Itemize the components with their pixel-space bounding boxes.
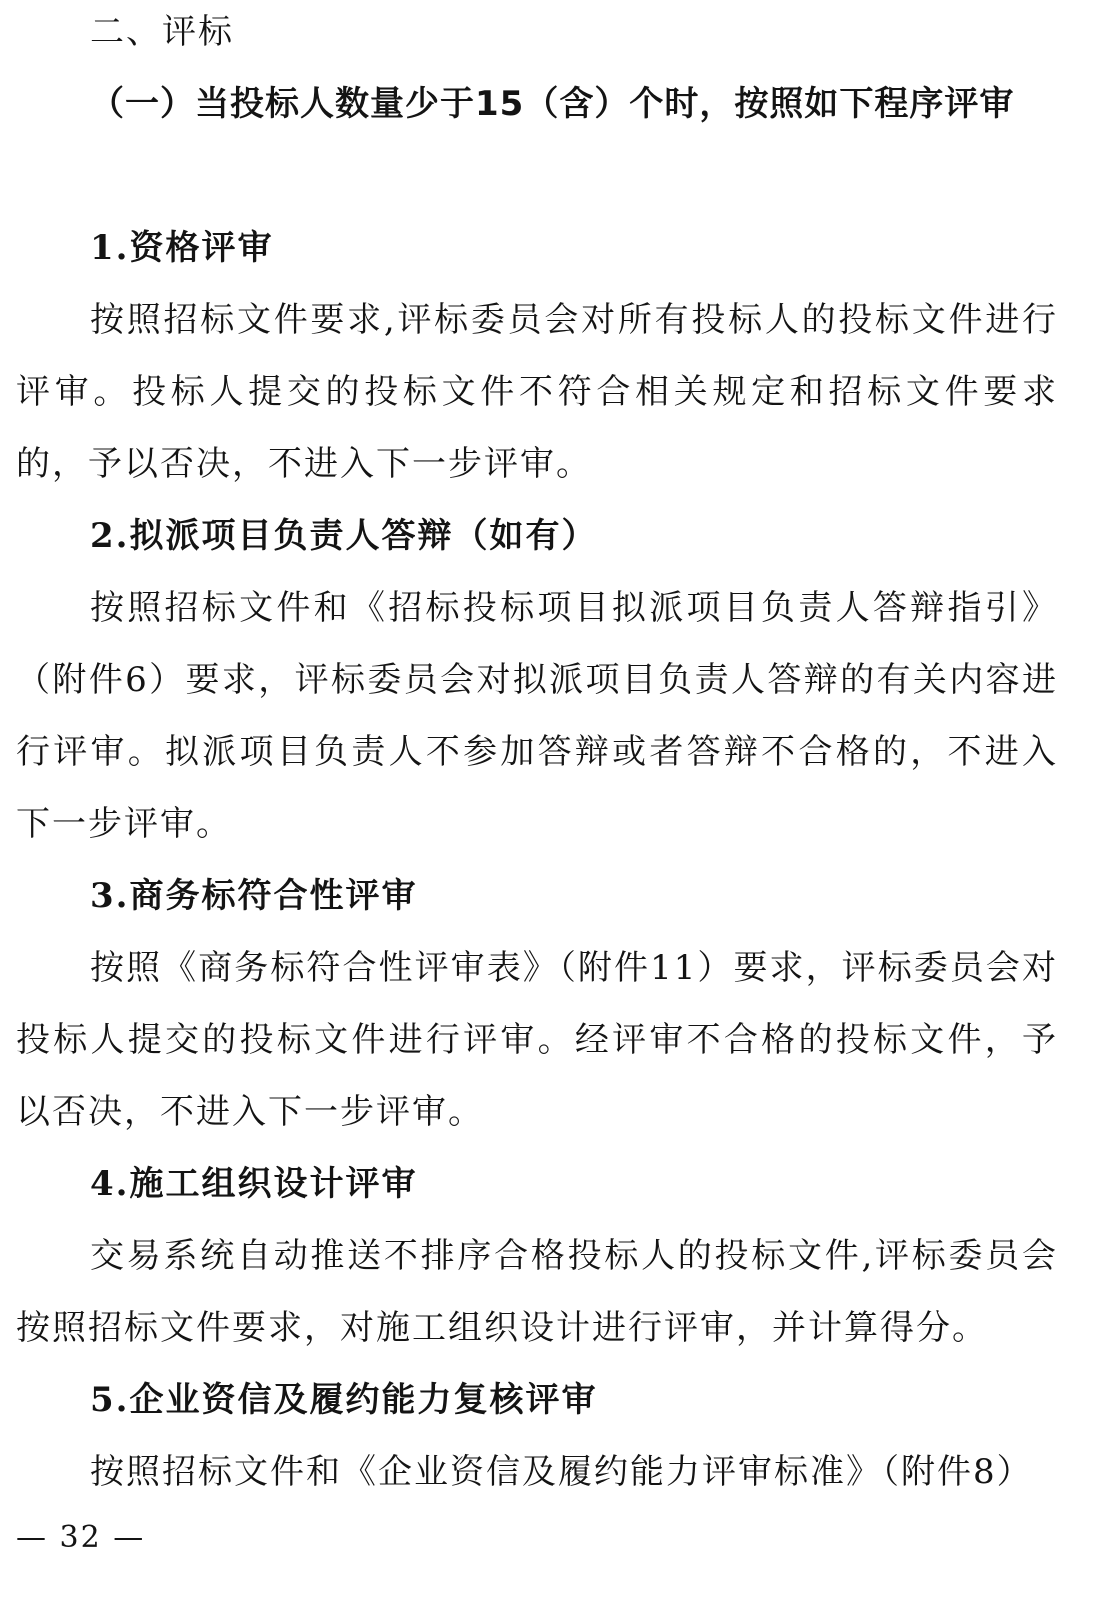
item-body-3: 按照《商务标符合性评审表》（附件11）要求，评标委员会对投标人提交的投标文件进行评审。经评审不合格的投标文件，予以否决，不进入下一步评审。 — [16, 948, 1058, 1132]
item-heading-3: 3.商务标符合性评审 — [90, 876, 418, 916]
item-heading-1: 1.资格评审 — [90, 228, 274, 268]
item-heading-2: 2.拟派项目负责人答辩（如有） — [90, 516, 598, 556]
item-heading-4: 4.施工组织设计评审 — [90, 1164, 418, 1204]
item-body-4: 交易系统自动推送不排序合格投标人的投标文件,评标委员会按照招标文件要求，对施工组织设计进行评审，并计算得分。 — [16, 1236, 1058, 1348]
item-body-5: 按照招标文件和《企业资信及履约能力评审标准》（附件8） — [90, 1452, 1033, 1492]
item-body-1: 按照招标文件要求,评标委员会对所有投标人的投标文件进行评审。投标人提交的投标文件不符合相关规定和招标文件要求的，予以否决，不进入下一步评审。 — [16, 300, 1058, 484]
item-heading-5: 5.企业资信及履约能力复核评审 — [90, 1380, 598, 1420]
page-number: — 32 — — [16, 1520, 146, 1555]
section-heading: 二、评标 — [90, 12, 234, 52]
subsection-heading: （一）当投标人数量少于15（含）个时，按照如下程序评审 — [90, 84, 1015, 124]
item-body-2: 按照招标文件和《招标投标项目拟派项目负责人答辩指引》（附件6）要求，评标委员会对拟派项目负责人答辩的有关内容进行评审。拟派项目负责人不参加答辩或者答辩不合格的，不进入下一步评审。 — [16, 588, 1058, 844]
